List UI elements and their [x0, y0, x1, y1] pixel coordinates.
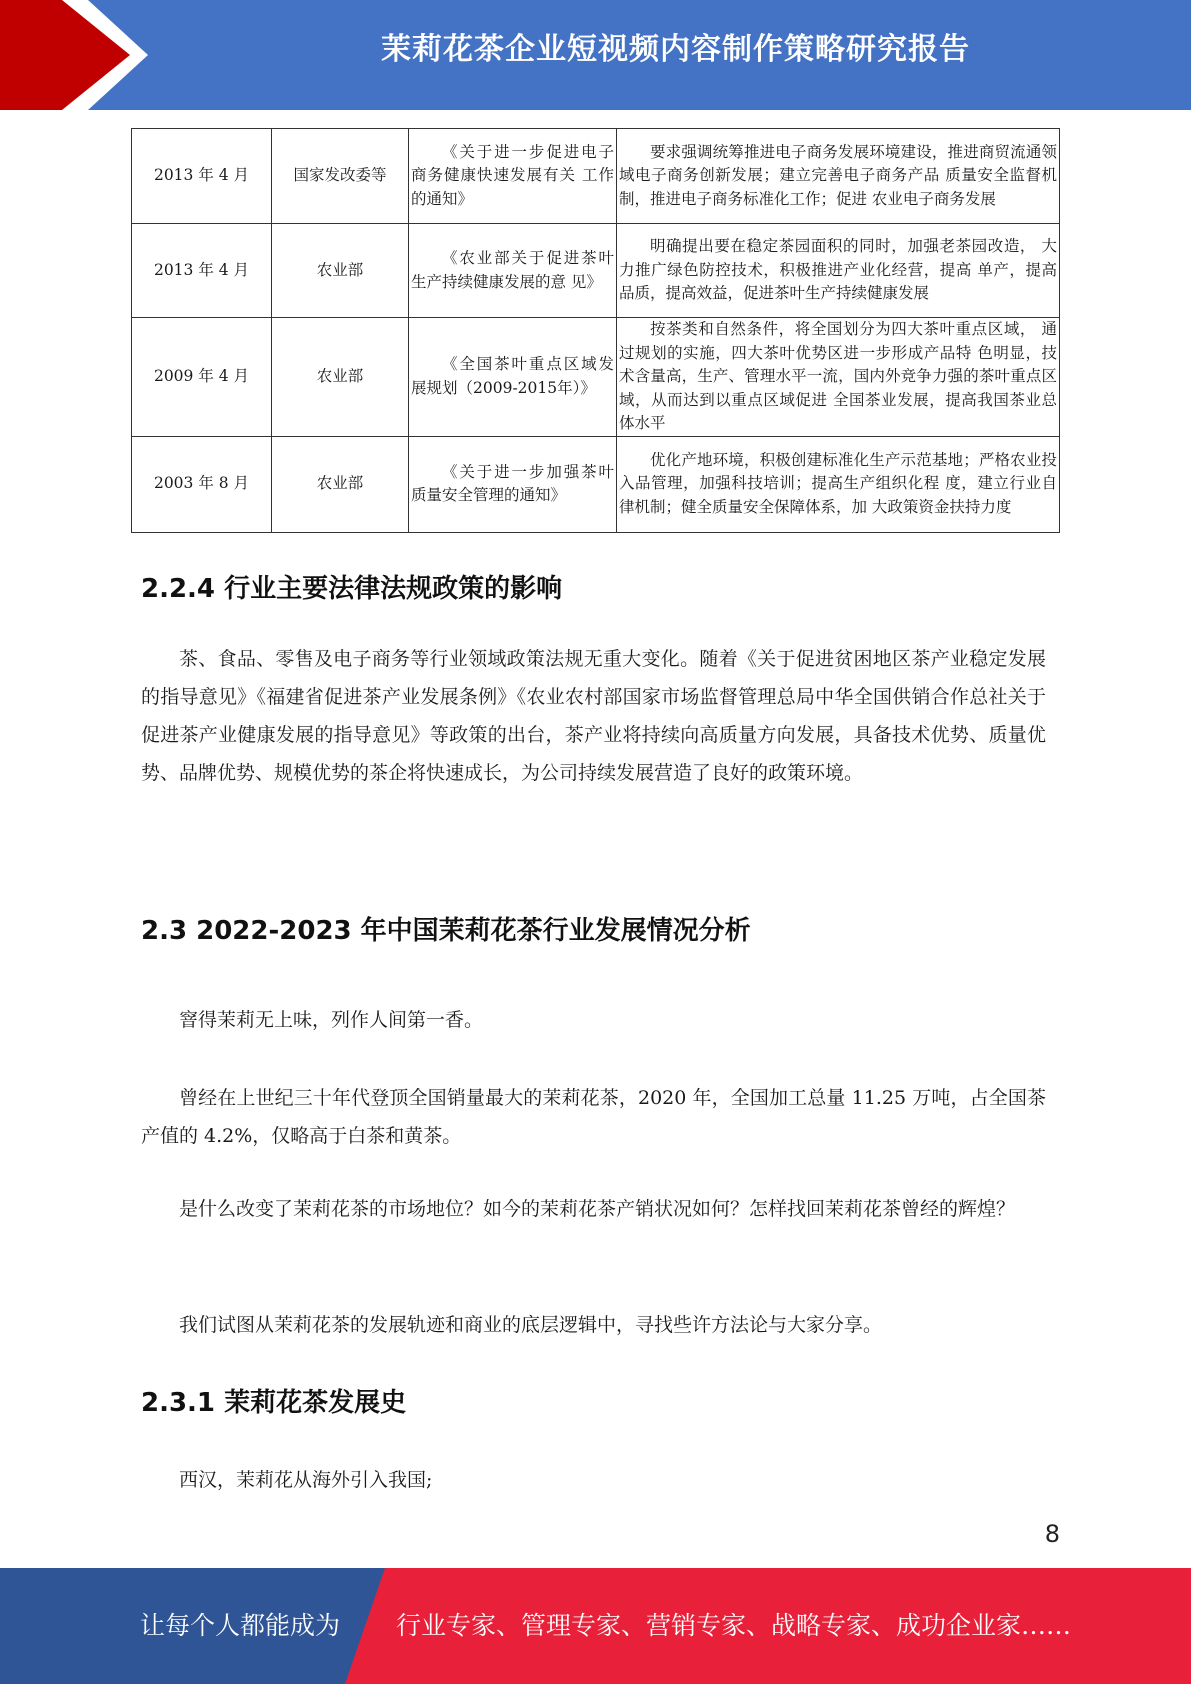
footer-slogan-left: 让每个人都能成为 [140, 1611, 341, 1640]
cell-content: 要求强调统筹推进电子商务发展环境建设，推进商贸流通领域电子商务创新发展；建立完善电子商务产品 质量安全监督机制，推进电子商务标准化工作；促进 农业电子商务发展 [617, 129, 1060, 224]
cell-date: 2013 年 4 月 [132, 129, 272, 224]
table-row [132, 318, 1060, 437]
paragraph-market-share: 曾经在上世纪三十年代登顶全国销量最大的茉莉花茶，2020 年，全国加工总量 11.25 万吨，占全国茶产值的 4.2%，仅略高于白茶和黄茶。 [141, 1087, 1046, 1147]
paragraph-questions: 是什么改变了茉莉花茶的市场地位？如今的茉莉花茶产销状况如何？怎样找回茉莉花茶曾经的辉煌？ [179, 1198, 1016, 1220]
cell-content: 明确提出要在稳定茶园面积的同时，加强老茶园改造， 大力推广绿色防控技术，积极推进产业化经营，提高 单产，提高品质，提高效益，促进茶叶生产持续健康发展 [617, 224, 1060, 318]
cell-document: 《关于进一步加强茶叶 质量安全管理的通知》 [409, 436, 617, 532]
policy-table [131, 128, 1060, 533]
table-row [132, 129, 1060, 224]
page-header [0, 0, 1191, 110]
page-number: 8 [1044, 1520, 1060, 1548]
cell-date: 2003 年 8 月 [132, 436, 272, 532]
cell-org: 国家发改委等 [272, 129, 409, 224]
section-heading-2-2-4: 2.2.4 行业主要法律法规政策的影响 [141, 574, 563, 604]
cell-org: 农业部 [272, 436, 409, 532]
cell-date: 2013 年 4 月 [132, 224, 272, 318]
cell-content: 优化产地环境，积极创建标准化生产示范基地；严格农业投入品管理，加强科技培训；提高生产组织化程 度，建立行业自律机制；健全质量安全保障体系，加 大政策资金扶持力度 [617, 436, 1060, 532]
report-title: 茉莉花茶企业短视频内容制作策略研究报告 [381, 32, 970, 67]
paragraph-history-start: 西汉，茉莉花从海外引入我国; [179, 1469, 433, 1491]
cell-document: 《农业部关于促进茶叶 生产持续健康发展的意 见》 [409, 224, 617, 318]
cell-date: 2009 年 4 月 [132, 318, 272, 437]
cell-content: 按茶类和自然条件，将全国划分为四大茶叶重点区域， 通过规划的实施，四大茶叶优势区进一步形成产品特 色明显，技术含量高，生产、管理水平一流，国内外竞争力强的茶叶重点区域，从而达到以重点区域促进 全国茶业发展，提高我国茶业总体水平 [617, 318, 1060, 437]
cell-document: 《全国茶叶重点区域发 展规划（2009-2015年）》 [409, 318, 617, 437]
table-row [132, 224, 1060, 318]
footer-slogan-right: 行业专家、管理专家、营销专家、战略专家、成功企业家…… [396, 1611, 1072, 1640]
cell-org: 农业部 [272, 224, 409, 318]
page-footer [0, 1568, 1191, 1684]
paragraph-poem: 窨得茉莉无上味，列作人间第一香。 [179, 1009, 484, 1031]
header-chevron-icon [0, 0, 160, 110]
section-heading-2-3-1: 2.3.1 茉莉花茶发展史 [141, 1388, 407, 1418]
paragraph-policy-impact: 茶、食品、零售及电子商务等行业领域政策法规无重大变化。随着《关于促进贫困地区茶产业稳定发展的指导意见》《福建省促进茶产业发展条例》《农业农村部国家市场监督管理总局中华全国供销合作总社关于促进茶产业健康发展的指导意见》等政策的出台，茶产业将持续向高质量方向发展，具备技术优势、质量优势、品牌优势、规模优势的茶企将快速成长，为公司持续发展营造了良好的政策环境。 [141, 648, 1046, 784]
section-heading-2-3: 2.3 2022-2023 年中国茉莉花茶行业发展情况分析 [141, 916, 751, 946]
cell-document: 《关于进一步促进电子 商务健康快速发展有关 工作的通知》 [409, 129, 617, 224]
table-row [132, 436, 1060, 532]
cell-org: 农业部 [272, 318, 409, 437]
paragraph-methodology: 我们试图从茉莉花茶的发展轨迹和商业的底层逻辑中，寻找些许方法论与大家分享。 [179, 1314, 883, 1336]
